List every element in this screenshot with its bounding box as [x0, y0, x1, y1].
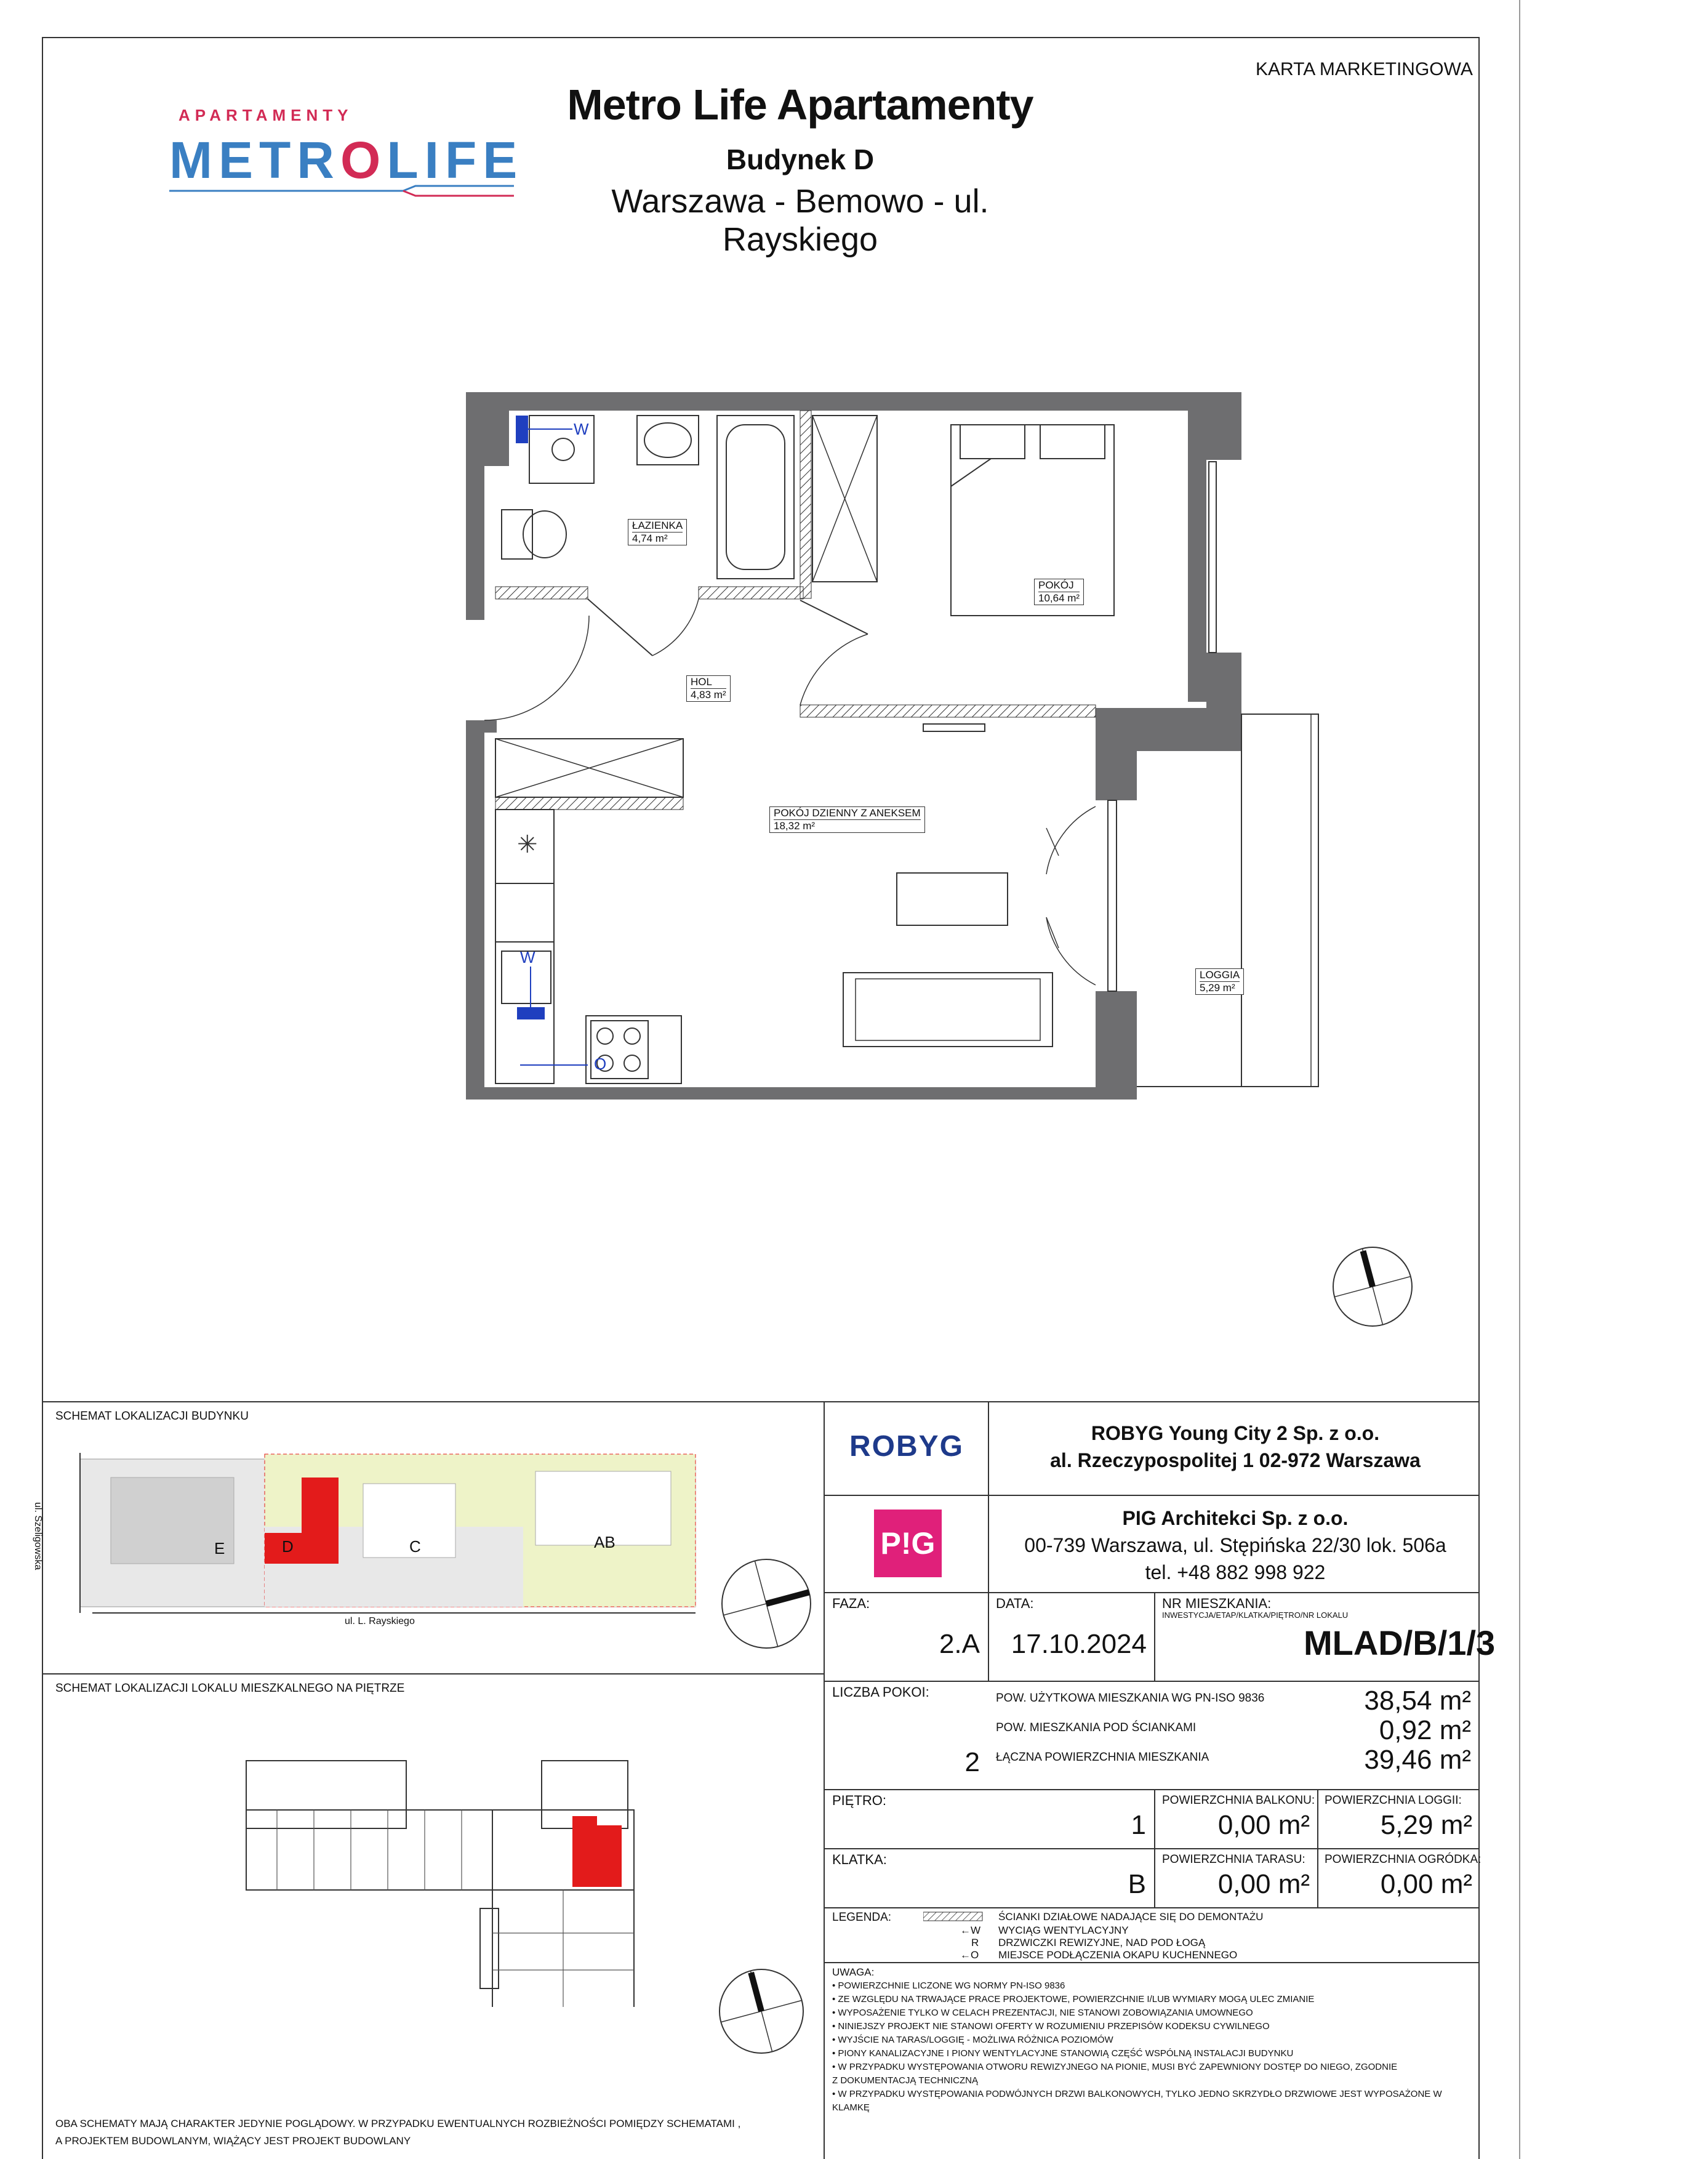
faza-label: FAZA: [832, 1596, 870, 1611]
rooms-count-label: LICZBA POKOI: [832, 1684, 929, 1700]
divider [824, 1848, 1480, 1849]
north-arrow-main [1329, 1244, 1416, 1330]
garden-value: 0,00 m² [1380, 1869, 1472, 1899]
note-item: • W PRZYPADKU WYSTĘPOWANIA OTWORU REWIZYJNEGO NA PIONIE, MUSI BYĆ ZAPEWNIONY DOSTĘP DO NIEGO, ZGODNIE [832, 2062, 1398, 2072]
staircase-label: KLATKA: [832, 1852, 887, 1867]
logo-tagline: APARTAMENTY [178, 106, 353, 124]
total-area-value: 39,46 m² [1364, 1745, 1471, 1775]
under-walls-area-label: POW. MIESZKANIA POD ŚCIANKAMI [996, 1721, 1197, 1734]
note-item: KLAMKĘ [832, 2102, 870, 2113]
divider [988, 1401, 989, 1681]
note-item: • PIONY KANALIZACYJNE I PIONY WENTYLACYJNE STANOWIĄ CZĘŚĆ WSPÓLNĄ INSTALACJI BUDYNKU [832, 2048, 1294, 2059]
room-label-hall: HOL 4,83 m² [686, 675, 731, 702]
faza-value: 2.A [939, 1629, 980, 1659]
under-walls-area-value: 0,92 m² [1379, 1715, 1471, 1745]
vent-marker-w2: W [520, 948, 535, 967]
divider [824, 1962, 1480, 1963]
page-edge-line [1519, 0, 1520, 2159]
legend-hatch-swatch [923, 1911, 985, 1922]
garden-label: POWIERZCHNIA OGRÓDKA: [1325, 1853, 1481, 1866]
terrace-value: 0,00 m² [1217, 1869, 1310, 1899]
note-item: • W PRZYPADKU WYSTĘPOWANIA PODWÓJNYCH DRZWI BALKONOWYCH, TYLKO JEDNO SKRZYDŁO DRZWIOWE JEST WYPOSAŻONE W [832, 2089, 1442, 2099]
divider [824, 1789, 1480, 1790]
legend-item-revision: DRZWICZKI REWIZYJNE, NAD POD ŁOGĄ [998, 1937, 1206, 1948]
legend-key-r: R [971, 1937, 979, 1948]
loggia-value: 5,29 m² [1380, 1810, 1472, 1840]
location-address: Warszawa - Bemowo - ul. Rayskiego [611, 183, 989, 258]
usable-area-value: 38,54 m² [1364, 1686, 1471, 1716]
floor-label: PIĘTRO: [832, 1793, 887, 1808]
street-side-label: ul. Szeligowska [33, 1502, 43, 1570]
metrolife-logo [145, 62, 526, 240]
architect-phone: tel. +48 882 998 922 [1145, 1561, 1326, 1583]
staircase-value: B [1128, 1869, 1146, 1899]
terrace-label: POWIERZCHNIA TARASU: [1162, 1853, 1305, 1866]
divider [824, 1592, 1480, 1593]
logo-wordmark: METROLIFE [169, 131, 524, 189]
data-value: 17.10.2024 [1011, 1629, 1147, 1659]
room-label-bathroom: ŁAZIENKA 4,74 m² [628, 519, 687, 545]
note-item: • POWIERZCHNIE LICZONE WG NORMY PN-ISO 9836 [832, 1980, 1065, 1991]
legend-item-hood: MIEJSCE PODŁĄCZENIA OKAPU KUCHENNEGO [998, 1949, 1238, 1961]
north-arrow-site [717, 1554, 816, 1653]
room-label-living: POKÓJ DZIENNY Z ANEKSEM 18,32 m² [769, 806, 925, 833]
page-title: Metro Life Apartamenty [567, 81, 1033, 129]
apartment-number: MLAD/B/1/3 [1304, 1623, 1496, 1662]
building-label-c: C [409, 1537, 421, 1556]
nr-label: NR MIESZKANIA: [1162, 1596, 1272, 1611]
divider [824, 1401, 825, 2159]
divider [824, 1495, 1480, 1496]
note-item: • ZE WZGLĘDU NA TRWAJĄCE PRACE PROJEKTOWE, POWIERZCHNIE I/LUB WYMIARY MOGĄ ULEC ZMIANIE [832, 1994, 1315, 2004]
legend-key-o: ←O [960, 1949, 979, 1961]
apartment-floor-plan [455, 388, 1329, 1108]
street-bottom-label: ul. L. Rayskiego [345, 1616, 415, 1626]
room-label-bedroom: POKÓJ 10,64 m² [1034, 579, 1084, 605]
nr-sublabel: INWESTYCJA/ETAP/KLATKA/PIĘTRO/NR LOKALU [1162, 1610, 1349, 1620]
note-item: • WYPOSAŻENIE TYLKO W CELACH PREZENTACJI, NIE STANOWI ZOBOWIĄZANIA UMOWNEGO [832, 2008, 1253, 2018]
balcony-label: POWIERZCHNIA BALKONU: [1162, 1794, 1315, 1807]
room-label-loggia: LOGGIA 5,29 m² [1195, 968, 1244, 995]
divider [824, 1681, 1480, 1682]
architect-address: 00-739 Warszawa, ul. Stępińska 22/30 lok. 506a [1024, 1534, 1446, 1556]
investor-address: al. Rzeczypospolitej 1 02-972 Warszawa [1050, 1449, 1421, 1471]
notes-label: UWAGA: [832, 1966, 875, 1978]
investor-name: ROBYG Young City 2 Sp. z o.o. [1091, 1422, 1380, 1444]
disclaimer-line2: A PROJEKTEM BUDOWLANYM, WIĄŻĄCY JEST PROJEKT BUDOWLANY [55, 2135, 411, 2147]
data-label: DATA: [996, 1596, 1034, 1611]
building-label-ab: AB [594, 1533, 615, 1551]
architect-name: PIG Architekci Sp. z o.o. [1122, 1507, 1349, 1529]
legend-item-vent: WYCIĄG WENTYLACYJNY [998, 1924, 1129, 1936]
usable-area-label: POW. UŻYTKOWA MIESZKANIA WG PN-ISO 9836 [996, 1692, 1265, 1705]
floor-schema-map [240, 1748, 646, 2007]
floor-schema-title: SCHEMAT LOKALIZACJI LOKALU MIESZKALNEGO NA PIĘTRZE [55, 1682, 405, 1695]
building-label-e: E [214, 1539, 225, 1558]
pig-logo: P!G [874, 1510, 942, 1577]
legend-label: LEGENDA: [832, 1911, 892, 1924]
loggia-label: POWIERZCHNIA LOGGII: [1325, 1794, 1462, 1807]
vent-marker-w1: W [574, 420, 589, 438]
total-area-label: ŁĄCZNA POWIERZCHNIA MIESZKANIA [996, 1751, 1209, 1764]
floor-value: 1 [1131, 1810, 1146, 1840]
card-type-label: KARTA MARKETINGOWA [1256, 59, 1473, 79]
hood-marker-o: O [594, 1055, 607, 1073]
disclaimer-line1: OBA SCHEMATY MAJĄ CHARAKTER JEDYNIE POGLĄDOWY. W PRZYPADKU EWENTUALNYCH ROZBIEŻNOŚCI POMIĘDZY SCHEMATAMI , [55, 2118, 741, 2129]
svg-text:✳: ✳ [517, 831, 538, 858]
logo-underline [169, 185, 514, 197]
note-item: Z DOKUMENTACJĄ TECHNICZNĄ [832, 2075, 978, 2086]
divider [1154, 1592, 1155, 1681]
building-subtitle: Budynek D [726, 143, 875, 175]
building-label-d: D [282, 1537, 294, 1556]
note-item: • NINIEJSZY PROJEKT NIE STANOWI OFERTY W ROZUMIENIU PRZEPISÓW KODEKSU CYWILNEGO [832, 2021, 1270, 2032]
balcony-value: 0,00 m² [1217, 1810, 1310, 1840]
site-schema-title: SCHEMAT LOKALIZACJI BUDYNKU [55, 1410, 249, 1423]
legend-item-walls: ŚCIANKI DZIAŁOWE NADAJĄCE SIĘ DO DEMONTAŻU [998, 1911, 1264, 1923]
divider [42, 1673, 824, 1675]
divider [824, 1907, 1480, 1908]
divider [42, 1401, 1480, 1402]
legend-key-w: ←W [960, 1924, 981, 1936]
rooms-count-value: 2 [964, 1747, 980, 1777]
north-arrow-floor [715, 1965, 808, 2057]
note-item: • WYJŚCIE NA TARAS/LOGGIĘ - MOŻLIWA RÓŻNICA POZIOMÓW [832, 2035, 1113, 2045]
robyg-logo: ROBYG [849, 1430, 964, 1463]
